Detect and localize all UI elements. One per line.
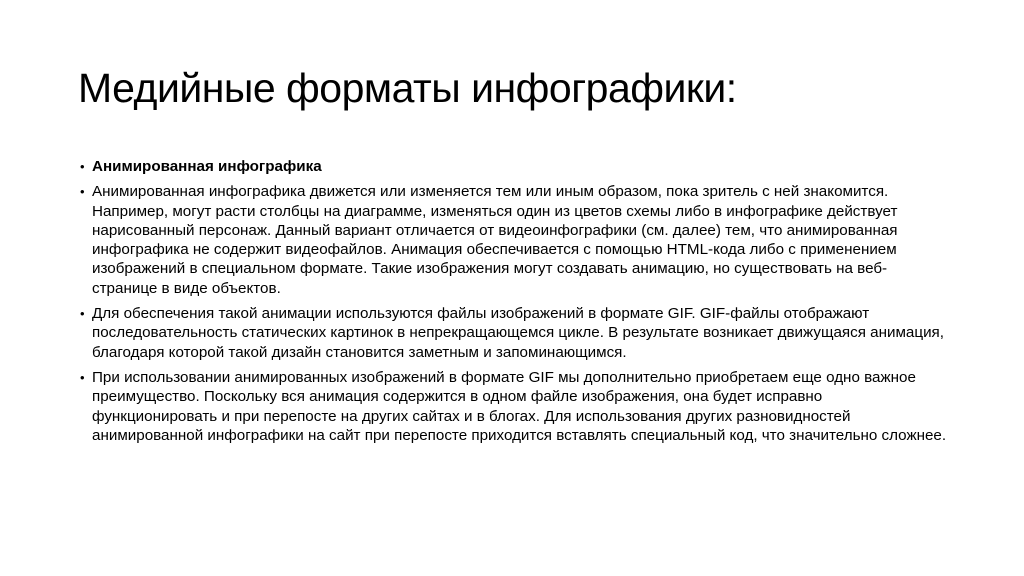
bullet-item: [80, 368, 950, 445]
bullet-marker-icon: •: [80, 306, 85, 322]
bullet-text: Анимированная инфографика: [92, 158, 322, 175]
bullet-item: [80, 304, 950, 362]
bullet-marker-icon: •: [80, 369, 85, 385]
bullet-marker-icon: •: [80, 184, 85, 200]
bullet-item-heading: [80, 157, 950, 176]
bullet-marker-icon: •: [80, 159, 85, 174]
bullet-text: Для обеспечения такой анимации используются файлы изображений в формате GIF. GIF-файлы отображают последовательность статических картинок в непрекращающемся цикле. В результате возникает движущаяся анимация, благодаря которой такой дизайн становится заметным и запоминающимся.: [92, 305, 945, 361]
bullet-list: [80, 157, 950, 451]
slide-title: Медийные форматы инфографики:: [78, 65, 737, 111]
bullet-text: При использовании анимированных изображений в формате GIF мы дополнительно приобретаем еще одно важное преимущество. Поскольку вся анимация содержится в одном файле изображения, она будет исправно функционировать и при перепосте на других сайтах и в блогах. Для использования других разновидностей анимированной инфографики на сайт при перепосте приходится вставлять специальный код, что значительно сложнее.: [92, 368, 947, 444]
bullet-item: [80, 182, 950, 298]
bullet-text: Анимированная инфографика движется или изменяется тем или иным образом, пока зритель с ней знакомится. Например, могут расти столбцы на диаграмме, изменяться один из цветов схемы либо в инфографике действует нарисованный персонаж. Данный вариант отличается от видеоинфографики (см. далее) тем, что анимированная инфографика не содержит видеофайлов. Анимация обеспечивается с помощью HTML-кода либо с применением изображений в специальном формате. Такие изображения могут создавать анимацию, но существовать на веб-странице в виде объектов.: [92, 183, 898, 297]
